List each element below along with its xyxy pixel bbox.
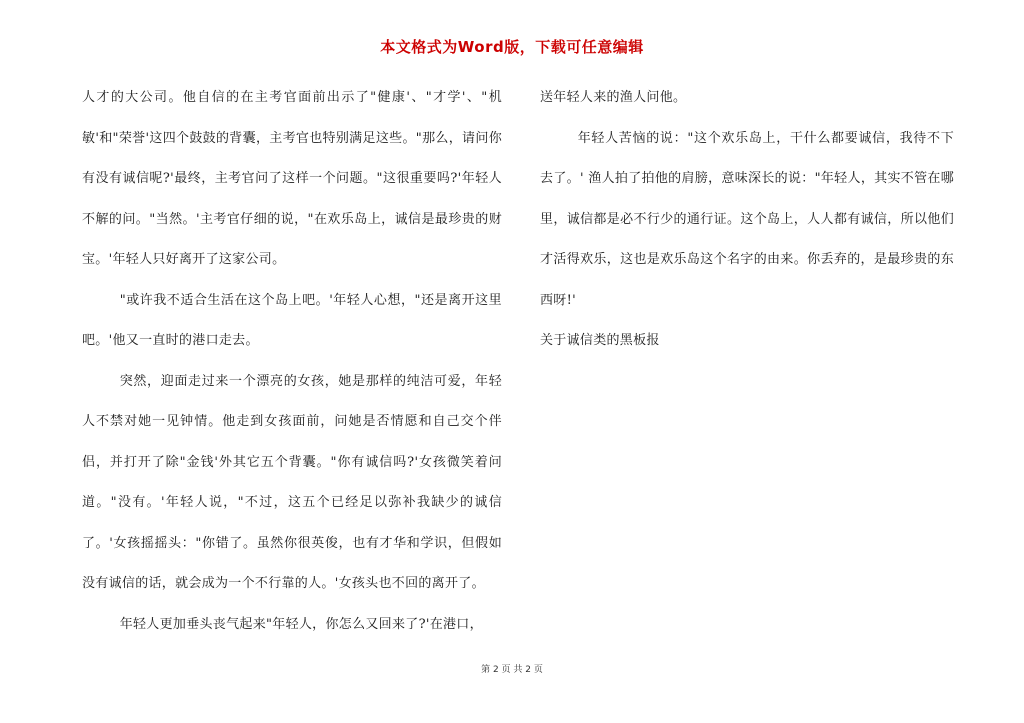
document-banner: 本文格式为Word版，下载可任意编辑 [380, 38, 644, 56]
right-text-column [540, 78, 954, 362]
paragraph: 年轻人苦恼的说："这个欢乐岛上，干什么都要诚信，我待不下去了。' 渔人拍了拍他的肩膀，意味深长的说："年轻人，其实不管在哪里，诚信都是必不行少的通行证。这个岛上，人人都有诚信，所以他们才活得欢乐，这也是欢乐岛这个名字的由来。你丢弃的，是最珍贵的东西呀!' [540, 130, 954, 308]
section-heading: 关于诚信类的黑板报 [540, 333, 660, 348]
paragraph: 人才的大公司。他自信的在主考官面前出示了"健康'、"才学'、"机敏'和"荣誉'这四个鼓鼓的背囊，主考官也特别满足这些。"那么，请问你有没有诚信呢?'最终，主考官问了这样一个问题。"这很重要吗?'年轻人不解的问。"当然。'主考官仔细的说，"在欢乐岛上，诚信是最珍贵的财宝。'年轻人只好离开了这家公司。 [82, 90, 502, 267]
paragraph: 送年轻人来的渔人问他。 [540, 90, 687, 105]
paragraph: 突然，迎面走过来一个漂亮的女孩，她是那样的纯洁可爱，年轻人不禁对她一见钟情。他走到女孩面前，问她是否情愿和自己交个伴侣，并打开了除"金钱'外其它五个背囊。"你有诚信吗?'女孩微笑着问道。"没有。'年轻人说，"不过，这五个已经足以弥补我缺少的诚信了。'女孩摇摇头："你错了。虽然你很英俊，也有才华和学识，但假如没有诚信的话，就会成为一个不行靠的人。'女孩头也不回的离开了。 [82, 373, 502, 591]
left-text-column [82, 78, 502, 645]
page-number-footer: 第 2 页 共 2 页 [481, 665, 543, 675]
paragraph: "或许我不适合生活在这个岛上吧。'年轻人心想，"还是离开这里吧。'他又一直时的港口走去。 [82, 292, 502, 348]
paragraph: 年轻人更加垂头丧气起来"年轻人，你怎么又回来了?'在港口， [119, 616, 483, 632]
